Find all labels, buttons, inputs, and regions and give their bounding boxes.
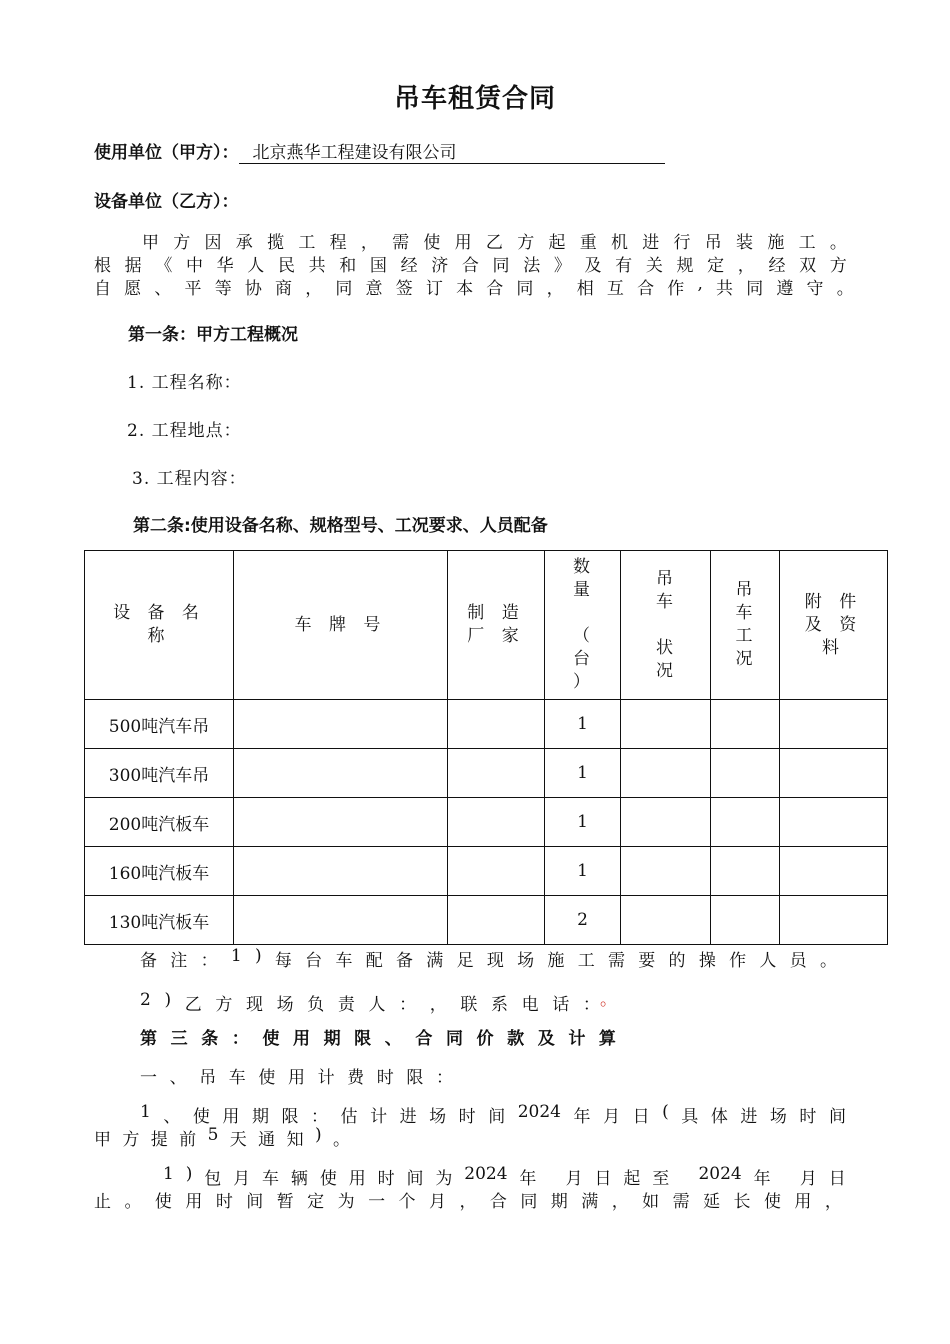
intro-line-1: 甲 方 因 承 揽 工 程 ， 需 使 用 乙 方 起 重 机 进 行 吊 装 施 工 。 bbox=[142, 233, 847, 253]
party-b-label: 设备单位（乙方）： bbox=[94, 192, 239, 212]
manufacturer-cell bbox=[448, 896, 545, 945]
table-row bbox=[85, 798, 888, 847]
equipment-table bbox=[84, 550, 888, 945]
equipment-name-cell: 160吨汽板车 bbox=[85, 847, 234, 896]
quantity-cell: 1 bbox=[545, 847, 621, 896]
note-1: 备 注 ： 1 ) 每 台 车 配 备 满 足 现 场 施 工 需 要 的 操 作 人 员 。 bbox=[140, 946, 837, 971]
quantity-cell: 1 bbox=[545, 798, 621, 847]
quantity-cell: 1 bbox=[545, 700, 621, 749]
article-1-item-3: 3. 工程内容： bbox=[132, 469, 247, 489]
equipment-name-cell: 300吨汽车吊 bbox=[85, 749, 234, 798]
header-plate-number: 车 牌 号 bbox=[234, 551, 448, 700]
attachments-cell bbox=[780, 749, 888, 798]
equipment-name-cell: 500吨汽车吊 bbox=[85, 700, 234, 749]
attachments-cell bbox=[780, 798, 888, 847]
article-3-para-1-line-1: 1 、 使 用 期 限 ： 估 计 进 场 时 间 2024 年 月 日 ( 具 体 进 场 时 间 bbox=[140, 1102, 846, 1127]
plate-cell bbox=[234, 749, 448, 798]
article-2-heading: 第二条:使用设备名称、规格型号、工况要求、人员配备 bbox=[133, 516, 548, 536]
table-header-row bbox=[85, 551, 888, 700]
status-cell bbox=[621, 700, 711, 749]
condition-cell bbox=[711, 896, 780, 945]
header-quantity: 数 量 （ 台 ） bbox=[545, 551, 621, 700]
table-row bbox=[85, 749, 888, 798]
party-a-value: 北京燕华工程建设有限公司 bbox=[239, 138, 665, 164]
table-row bbox=[85, 896, 888, 945]
article-1-item-1: 1. 工程名称： bbox=[127, 373, 242, 393]
article-3-para-2-line-1: 1 ) 包 月 车 辆 使 用 时 间 为 2024 年 月 日 起 至 2024 年 月 日 bbox=[163, 1164, 846, 1189]
article-1-item-2: 2. 工程地点： bbox=[127, 421, 242, 441]
table-row bbox=[85, 847, 888, 896]
header-crane-status: 吊 车 状 况 bbox=[621, 551, 711, 700]
condition-cell bbox=[711, 798, 780, 847]
note-2: 2 ) 乙 方 现 场 负 责 人 ： ， 联 系 电 话 ： bbox=[140, 990, 600, 1015]
manufacturer-cell bbox=[448, 749, 545, 798]
article-3-heading: 第 三 条 ： 使 用 期 限 、 合 同 价 款 及 计 算 bbox=[140, 1029, 616, 1049]
note-2-tail: 。 bbox=[600, 990, 617, 1010]
article-3-para-1-line-2: 甲 方 提 前 5 天 通 知 ) 。 bbox=[94, 1125, 350, 1150]
note-2-line bbox=[140, 985, 617, 1015]
party-a-label: 使用单位（甲方）： bbox=[94, 143, 239, 163]
condition-cell bbox=[711, 749, 780, 798]
equipment-name-cell: 200吨汽板车 bbox=[85, 798, 234, 847]
status-cell bbox=[621, 798, 711, 847]
equipment-name-cell: 130吨汽板车 bbox=[85, 896, 234, 945]
plate-cell bbox=[234, 798, 448, 847]
manufacturer-cell bbox=[448, 798, 545, 847]
manufacturer-cell bbox=[448, 700, 545, 749]
attachments-cell bbox=[780, 847, 888, 896]
article-1-heading: 第一条：甲方工程概况 bbox=[128, 325, 298, 345]
quantity-cell: 2 bbox=[545, 896, 621, 945]
attachments-cell bbox=[780, 896, 888, 945]
header-attachments: 附 件 及 资 料 bbox=[780, 551, 888, 700]
header-equipment-name: 设 备 名 称 bbox=[85, 551, 234, 700]
party-a-line bbox=[94, 138, 665, 164]
table-row bbox=[85, 700, 888, 749]
status-cell bbox=[621, 749, 711, 798]
document-title: 吊车租赁合同 bbox=[393, 84, 556, 114]
header-manufacturer: 制 造 厂 家 bbox=[448, 551, 545, 700]
attachments-cell bbox=[780, 700, 888, 749]
plate-cell bbox=[234, 847, 448, 896]
intro-line-3: 自 愿 、 平 等 协 商 ， 同 意 签 订 本 合 同 ， 相 互 合 作 , 共 同 遵 守 。 bbox=[94, 274, 854, 299]
status-cell bbox=[621, 896, 711, 945]
manufacturer-cell bbox=[448, 847, 545, 896]
header-crane-condition: 吊 车 工 况 bbox=[711, 551, 780, 700]
article-3-subheading: 一 、 吊 车 使 用 计 费 时 限 ： bbox=[140, 1068, 453, 1088]
status-cell bbox=[621, 847, 711, 896]
quantity-cell: 1 bbox=[545, 749, 621, 798]
article-3-para-2-line-2: 止 。 使 用 时 间 暂 定 为 一 个 月 ， 合 同 期 满 ， 如 需 延 长 使 用 ， bbox=[94, 1192, 842, 1212]
plate-cell bbox=[234, 896, 448, 945]
condition-cell bbox=[711, 700, 780, 749]
intro-line-2: 根 据 《 中 华 人 民 共 和 国 经 济 合 同 法 》 及 有 关 规 定 ， 经 双 方 bbox=[94, 256, 847, 276]
condition-cell bbox=[711, 847, 780, 896]
plate-cell bbox=[234, 700, 448, 749]
